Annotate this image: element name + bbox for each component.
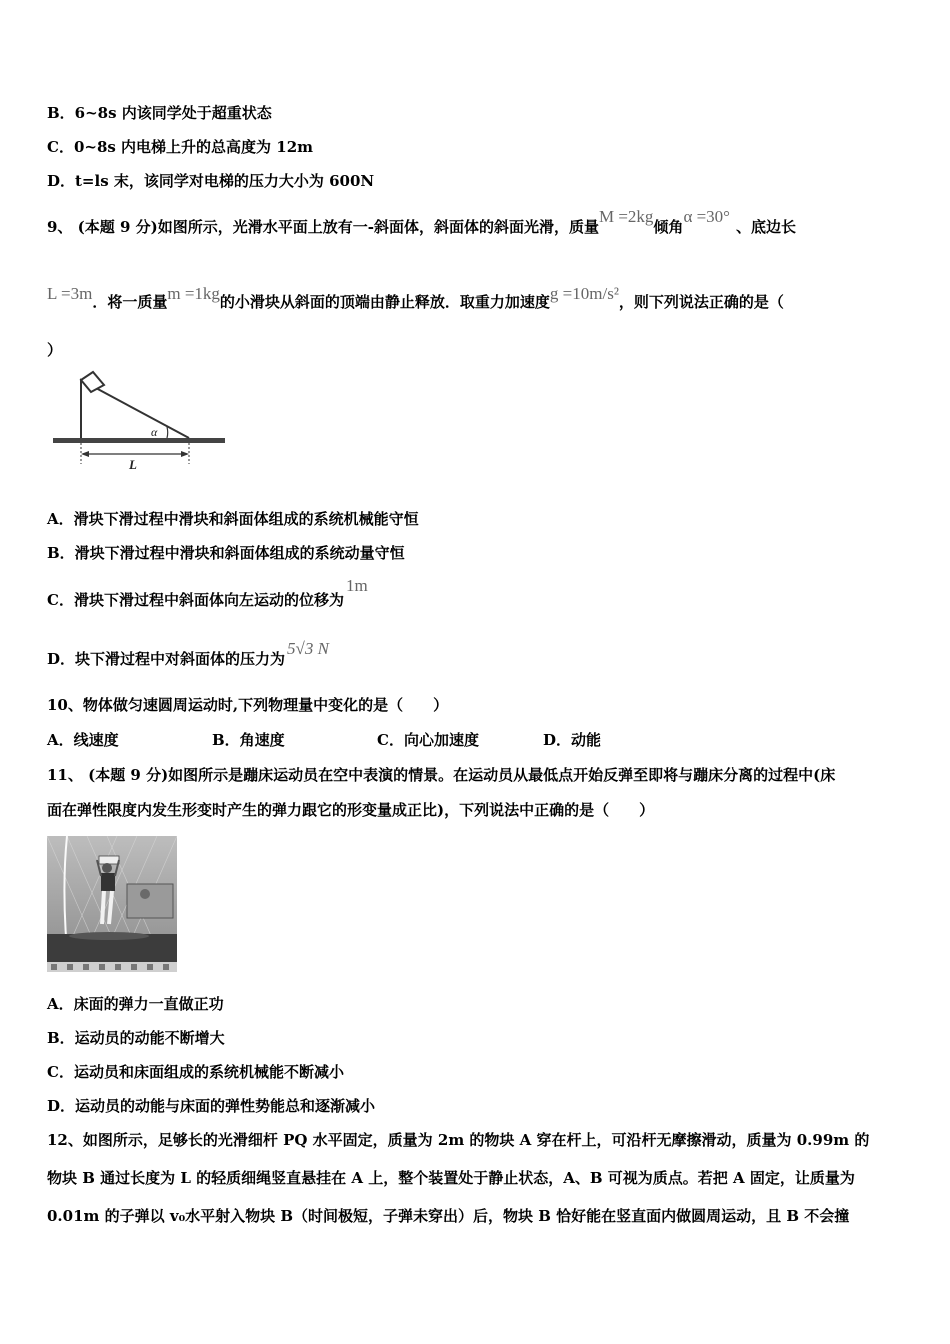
q9-option-d-text: D．块下滑过程中对斜面体的压力为 bbox=[47, 650, 286, 668]
q8-option-b: B．6~8s 内该同学处于超重状态 bbox=[47, 104, 272, 122]
q11-trampoline-photo bbox=[47, 836, 177, 972]
q9-close-paren: ） bbox=[47, 341, 63, 359]
q9-stem-text: 9、 (本题 9 分)如图所示，光滑水平面上放有一-斜面体，斜面体的斜面光滑，质量 bbox=[47, 218, 599, 236]
q10-option-d: D．动能 bbox=[543, 731, 602, 749]
q9-option-a: A．滑块下滑过程中滑块和斜面体组成的系统机械能守恒 bbox=[47, 510, 419, 528]
q9-math-m: m =1kg bbox=[167, 284, 220, 303]
q11-stem-line2: 面在弹性限度内发生形变时产生的弹力跟它的形变量成正比)，下列说法中正确的是（ ） bbox=[47, 801, 655, 819]
q11-option-b: B．运动员的动能不断增大 bbox=[47, 1029, 225, 1047]
ground-surface bbox=[53, 438, 225, 443]
q9-math-M: M =2kg bbox=[598, 207, 654, 226]
q9-math-alpha: α =30° bbox=[683, 207, 730, 226]
q9-stem-line1 bbox=[47, 207, 796, 237]
q11-option-c: C．运动员和床面组成的系统机械能不断减小 bbox=[47, 1063, 344, 1081]
q9-text-angle: 倾角 bbox=[653, 218, 684, 236]
angle-label: α bbox=[151, 425, 158, 439]
q12-stem-line3: 0.01m 的子弹以 v₀水平射入物块 B（时间极短，子弹未穿出）后，物块 B 恰好能在竖直面内做圆周运动，且 B 不会撞 bbox=[47, 1207, 850, 1225]
q10-option-c: C．向心加速度 bbox=[377, 731, 479, 749]
q10-option-b: B．角速度 bbox=[212, 731, 285, 749]
q11-option-d: D．运动员的动能与床面的弹性势能总和逐渐减小 bbox=[47, 1097, 376, 1115]
base-length-label: L bbox=[129, 457, 137, 472]
q11-option-a: A．床面的弹力一直做正功 bbox=[47, 995, 224, 1013]
q9-option-c bbox=[47, 576, 368, 610]
q9-option-d bbox=[47, 639, 329, 669]
q9-math-g: g =10m/s² bbox=[549, 284, 619, 303]
q10-stem: 10、物体做匀速圆周运动时,下列物理量中变化的是（ ） bbox=[47, 696, 449, 714]
q10-option-a: A．线速度 bbox=[47, 731, 119, 749]
q9-option-d-math: 5√3 N bbox=[287, 639, 329, 658]
q9-incline-figure bbox=[47, 368, 232, 480]
q9-text-ask: ，则下列说法正确的是（ bbox=[618, 293, 784, 311]
q9-text-release: 的小滑块从斜面的顶端由静止释放．取重力加速度 bbox=[219, 293, 550, 311]
q9-option-b: B．滑块下滑过程中滑块和斜面体组成的系统动量守恒 bbox=[47, 544, 405, 562]
q8-option-d: D．t=ls 末，该同学对电梯的压力大小为 600N bbox=[47, 172, 375, 190]
q9-text-mass: ．将一质量 bbox=[92, 293, 168, 311]
q9-stem-line2 bbox=[47, 284, 784, 312]
q8-option-c: C．0~8s 内电梯上升的总高度为 12m bbox=[47, 138, 314, 156]
q9-text-base: 、底边长 bbox=[735, 218, 796, 236]
q12-stem-line1: 12、如图所示，足够长的光滑细杆 PQ 水平固定，质量为 2m 的物块 A 穿在杆上，可沿杆无摩擦滑动，质量为 0.99m 的 bbox=[47, 1131, 870, 1149]
q12-stem-line2: 物块 B 通过长度为 L 的轻质细绳竖直悬挂在 A 上，整个装置处于静止状态，A、B 可视为质点。若把 A 固定，让质量为 bbox=[47, 1169, 855, 1187]
q9-math-L: L =3m bbox=[47, 284, 93, 303]
q9-option-c-math: 1m bbox=[345, 576, 368, 595]
q9-option-c-text: C．滑块下滑过程中斜面体向左运动的位移为 bbox=[47, 591, 344, 609]
q11-stem-line1: 11、 (本题 9 分)如图所示是蹦床运动员在空中表演的情景。在运动员从最低点开始反弹至即将与蹦床分离的过程中(床 bbox=[47, 766, 836, 784]
